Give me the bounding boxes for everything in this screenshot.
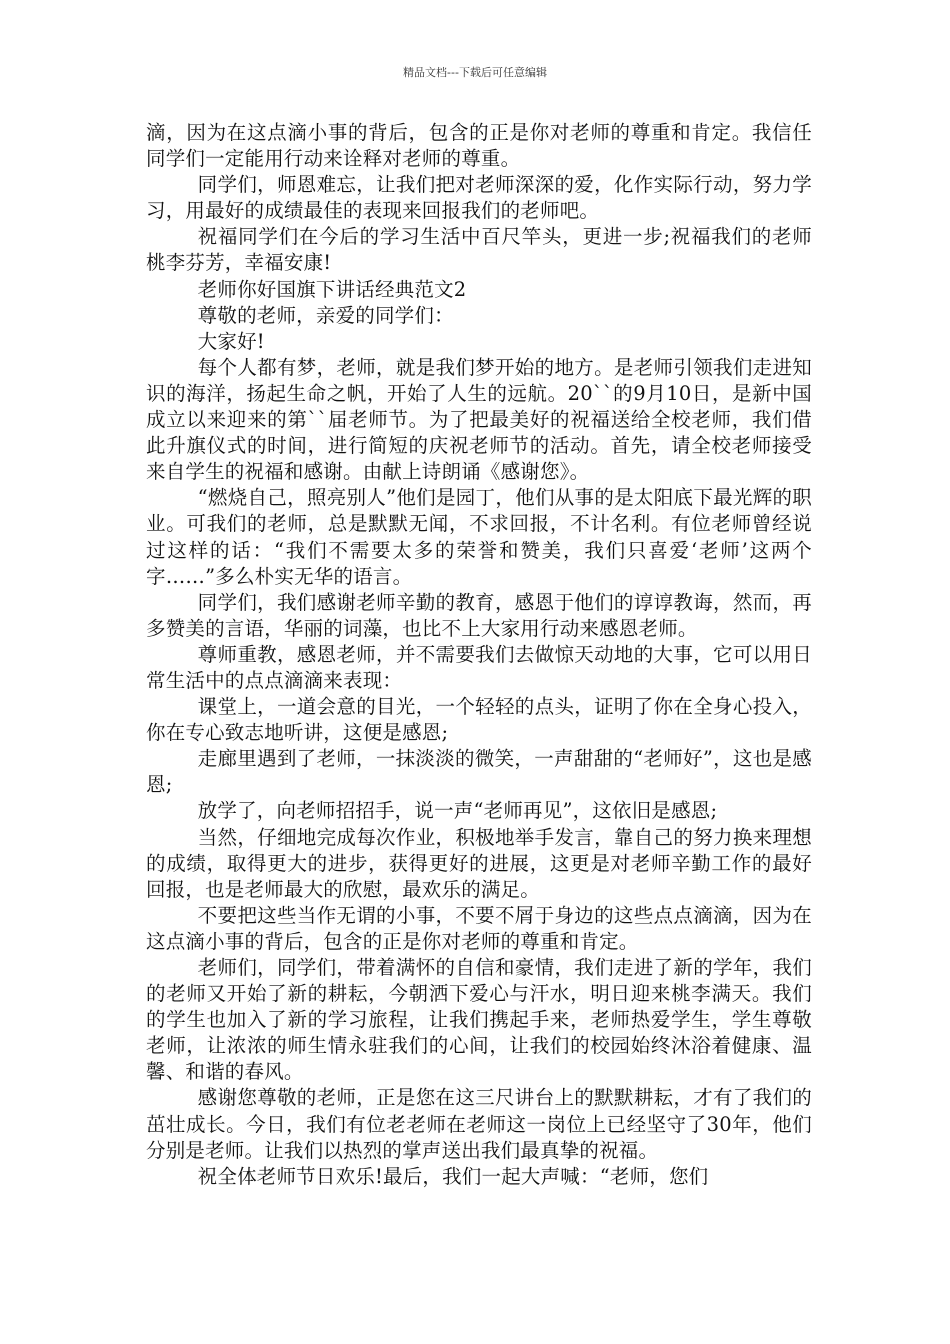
paragraph: 放学了，向老师招招手，说一声“老师再见”，这依旧是感恩; bbox=[197, 799, 718, 823]
paragraph: 祝福同学们在今后的学习生活中百尺竿头，更进一步;祝福我们的老师桃李芬芳，幸福安康! bbox=[146, 225, 812, 275]
paragraph: 滴，因为在这点滴小事的背后，包含的正是你对老师的尊重和肯定。我信任同学们一定能用行动来诠释对老师的尊重。 bbox=[146, 121, 812, 171]
paragraph: 祝全体老师节日欢乐!最后，我们一起大声喊：“老师，您们 bbox=[197, 1164, 709, 1188]
paragraph: “燃烧自己，照亮别人”他们是园丁，他们从事的是太阳底下最光辉的职业。可我们的老师，总是默默无闻，不求回报，不计名利。有位老师曾经说过这样的话：“我们不需要太多的荣誉和赞美，我们只喜爱‘老师’这两个字……”多么朴实无华的语言。 bbox=[146, 486, 812, 588]
greeting: 大家好! bbox=[197, 329, 265, 353]
paragraph: 同学们，我们感谢老师辛勤的教育，感恩于他们的谆谆教诲，然而，再多赞美的言语，华丽的词藻，也比不上大家用行动来感恩老师。 bbox=[146, 590, 812, 640]
section-title: 老师你好国旗下讲话经典范文2 bbox=[197, 277, 467, 301]
paragraph: 走廊里遇到了老师，一抹淡淡的微笑，一声甜甜的“老师好”，这也是感恩; bbox=[146, 747, 812, 797]
paragraph: 老师们，同学们，带着满怀的自信和豪情，我们走进了新的学年，我们的老师又开始了新的耕耘，今朝洒下爱心与汗水，明日迎来桃李满天。我们的学生也加入了新的学习旅程，让我们携起手来，老师热爱学生，学生尊敬老师，让浓浓的师生情永驻我们的心间，让我们的校园始终沐浴着健康、温馨、和谐的春风。 bbox=[146, 956, 812, 1084]
paragraph: 尊师重教，感恩老师，并不需要我们去做惊天动地的大事，它可以用日常生活中的点点滴滴来表现： bbox=[146, 642, 812, 692]
page-header: 精品文档---下载后可任意编辑 bbox=[403, 66, 547, 79]
paragraph: 同学们，师恩难忘，让我们把对老师深深的爱，化作实际行动，努力学习，用最好的成绩最佳的表现来回报我们的老师吧。 bbox=[146, 173, 812, 223]
paragraph: 每个人都有梦，老师，就是我们梦开始的地方。是老师引领我们走进知识的海洋，扬起生命之帆，开始了人生的远航。20``的9月10日，是新中国成立以来迎来的第``届老师节。为了把最美好的祝福送给全校老师，我们借此升旗仪式的时间，进行简短的庆祝老师节的活动。首先，请全校老师接受来自学生的祝福和感谢。由献上诗朗诵《感谢您》。 bbox=[146, 355, 812, 484]
paragraph: 感谢您尊敬的老师，正是您在这三尺讲台上的默默耕耘，才有了我们的茁壮成长。今日，我们有位老老师在老师这一岗位上已经坚守了30年，他们分别是老师。让我们以热烈的掌声送出我们最真挚的祝福。 bbox=[146, 1086, 812, 1162]
paragraph: 不要把这些当作无谓的小事，不要不屑于身边的这些点点滴滴，因为在这点滴小事的背后，包含的正是你对老师的尊重和肯定。 bbox=[146, 903, 812, 953]
document-body bbox=[146, 120, 812, 1190]
paragraph: 当然，仔细地完成每次作业，积极地举手发言，靠自己的努力换来理想的成绩，取得更大的进步，获得更好的进展，这更是对老师辛勤工作的最好回报，也是老师最大的欣慰，最欢乐的满足。 bbox=[146, 825, 812, 901]
salutation: 尊敬的老师，亲爱的同学们： bbox=[197, 303, 454, 327]
paragraph: 课堂上，一道会意的目光，一个轻轻的点头，证明了你在全身心投入，你在专心致志地听讲，这便是感恩; bbox=[146, 695, 812, 745]
